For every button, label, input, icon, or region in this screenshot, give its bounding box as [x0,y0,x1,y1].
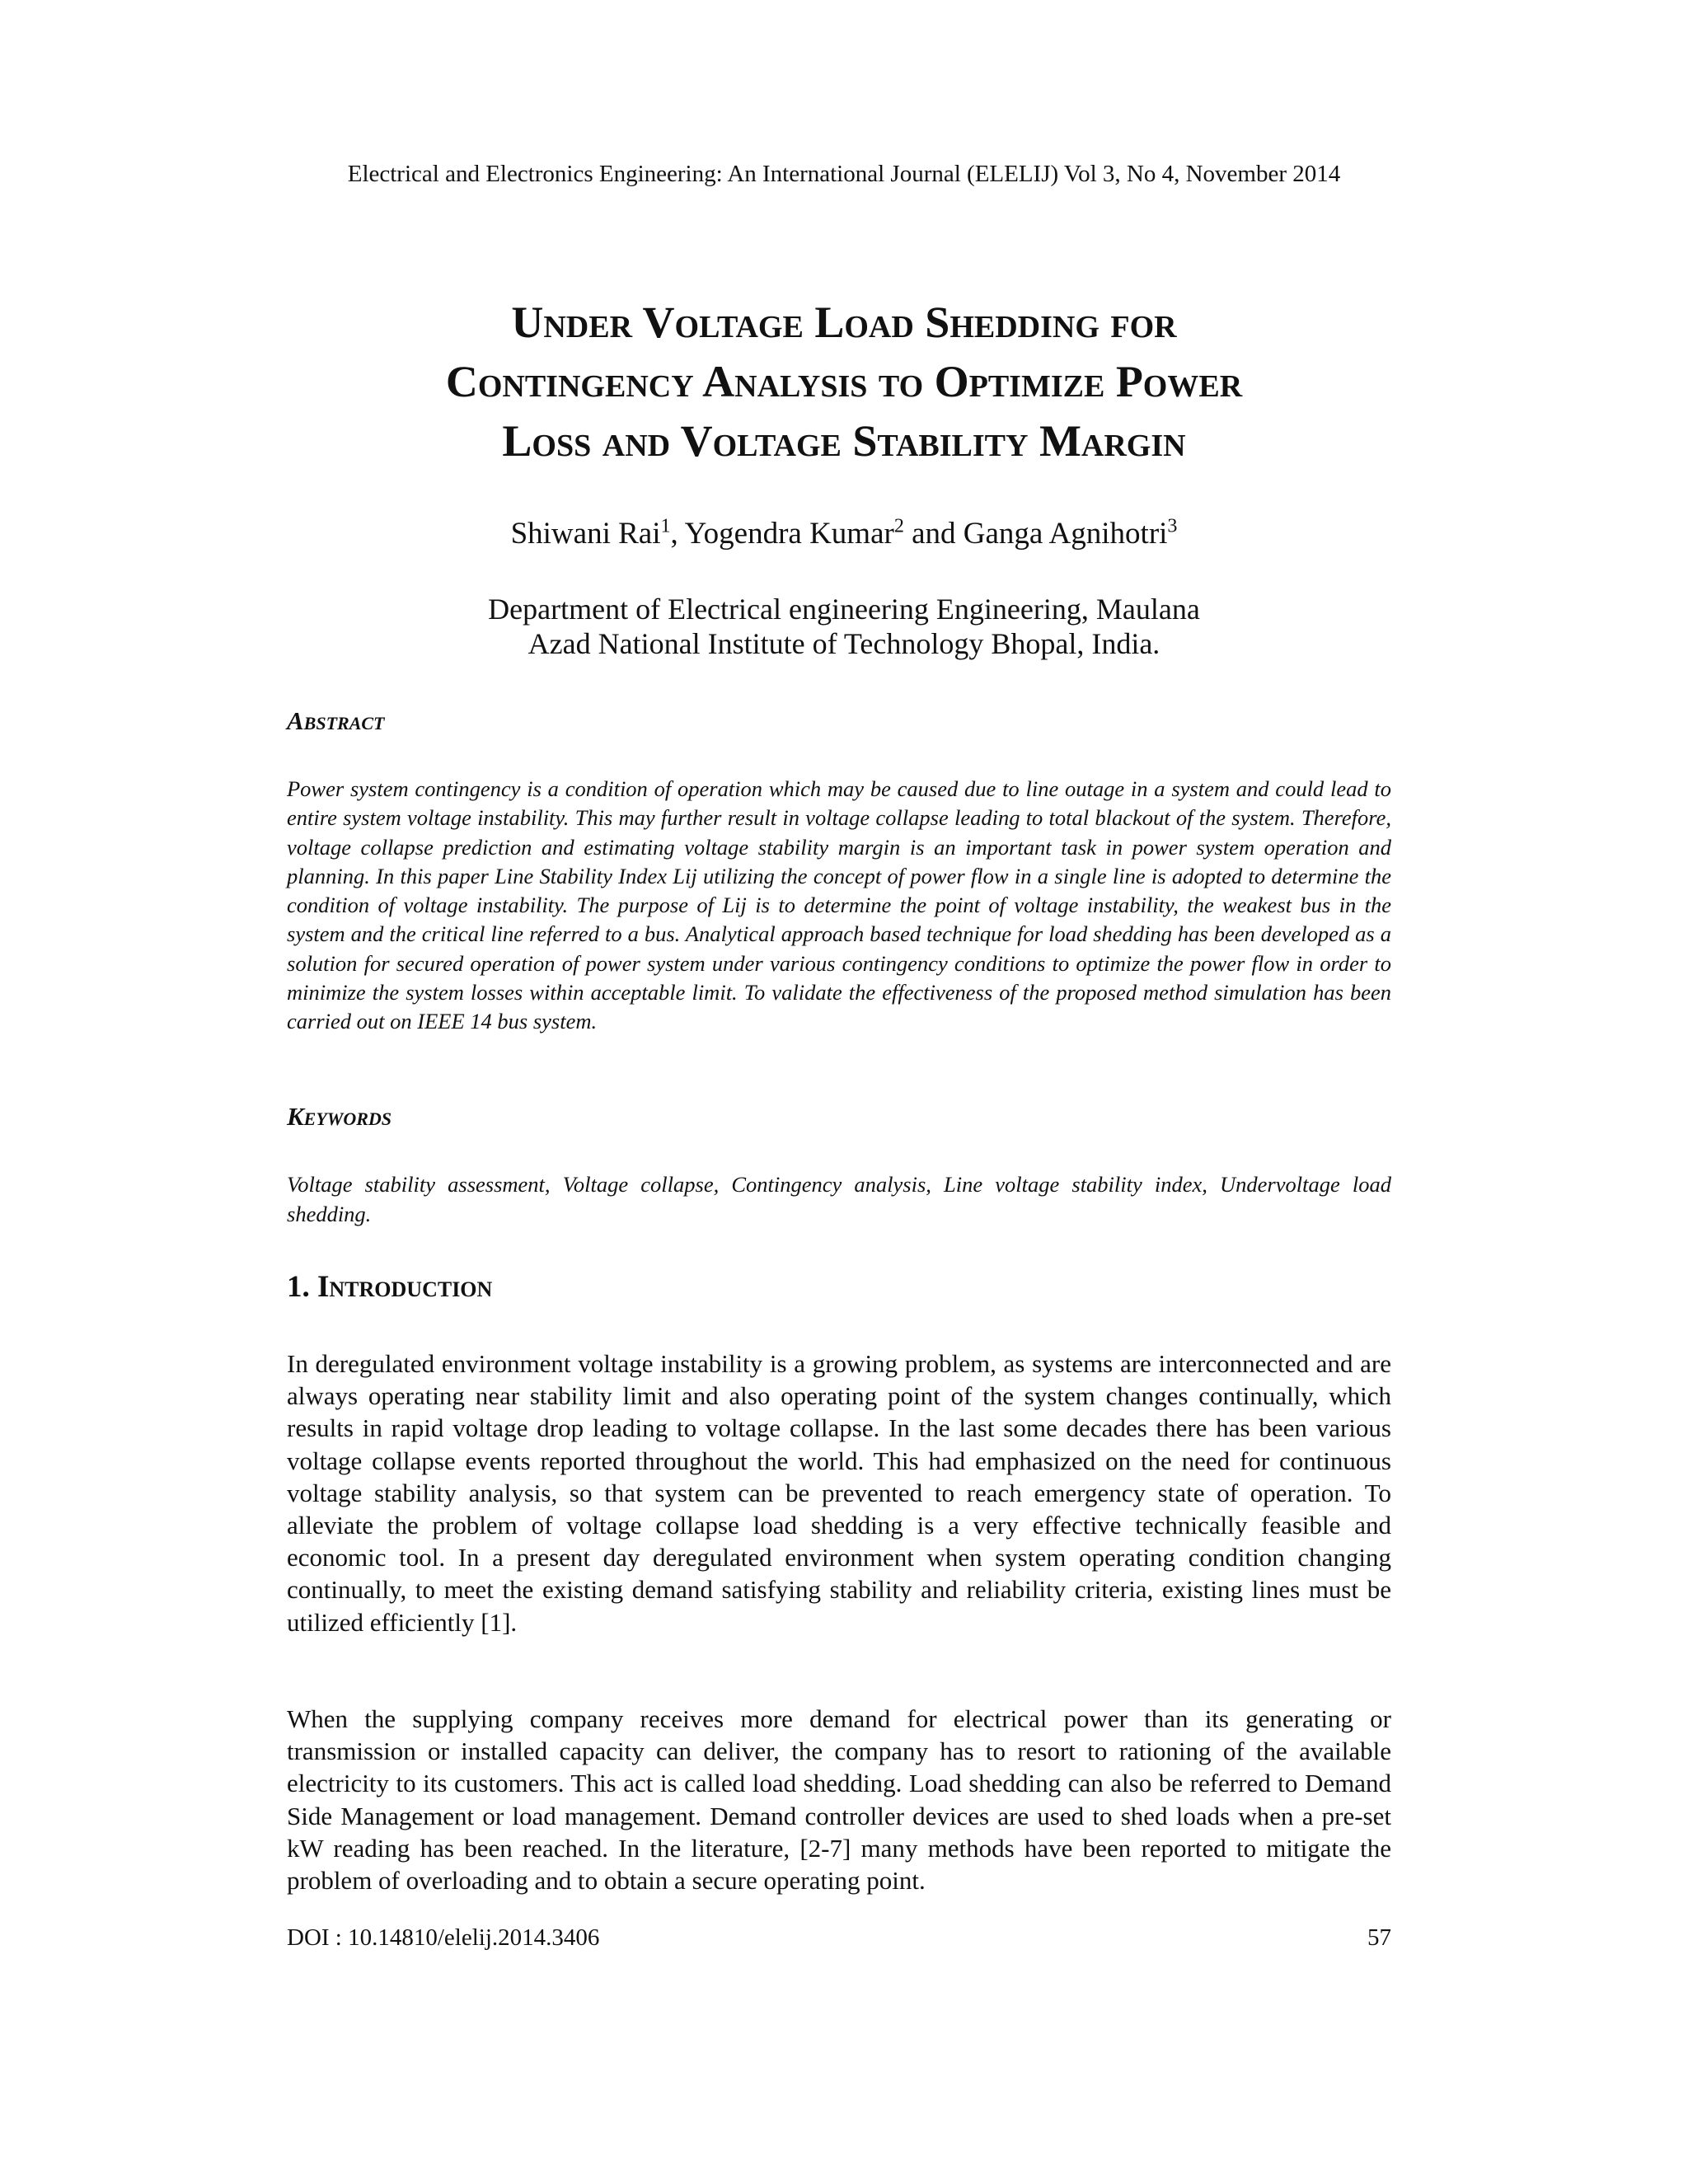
author-2: Yogendra Kumar [684,517,894,551]
affiliation [0,592,1688,661]
introduction-paragraph-1: In deregulated environment voltage instability is a growing problem, as systems are interconnected and are always operating near stability limit and also operating point of the system changes continually, which results in rapid voltage drop leading to voltage collapse. In the last some decades there has been various voltage collapse events reported throughout the world. This had emphasized on the need for continuous voltage stability analysis, so that system can be prevented to reach emergency state of operation. To alleviate the problem of voltage collapse load shedding is a very effective technically feasible and economic tool. In a present day deregulated environment when system operating condition changing continually, to meet the existing demand satisfying stability and reliability criteria, existing lines must be utilized efficiently [1]. [287,1349,1391,1637]
title-line-2: Contingency Analysis to Optimize Power [445,357,1243,406]
author-1-affil: 1 [660,515,671,537]
affiliation-line-1: Department of Electrical engineering Engineering, Maulana [488,593,1200,626]
footer-doi: DOI : 10.14810/elelij.2014.3406 [287,1924,600,1951]
abstract-text: Power system contingency is a condition of operation which may be caused due to line outage in a system and could lead to entire system voltage instability. This may further result in voltage collapse leading to total blackout of the system. Therefore, voltage collapse prediction and estimating voltage stability margin is an important task in power system operation and planning. In this paper Line Stability Index Lij utilizing the concept of power flow in a single line is adopted to determine the condition of voltage instability. The purpose of Lij is to determine the point of voltage instability, the weakest bus in the system and the critical line referred to a bus. Analytical approach based technique for load shedding has been developed as a solution for secured operation of power system under various contingency conditions to optimize the power flow in order to minimize the system losses within acceptable limit. To validate the effectiveness of the proposed method simulation has been carried out on IEEE 14 bus system. [287,776,1391,1034]
author-separator: and [903,517,964,551]
author-separator: , [670,517,685,551]
author-3: Ganga Agnihotri [963,517,1168,551]
author-2-affil: 2 [893,515,904,537]
affiliation-line-2: Azad National Institute of Technology Bhopal, India. [528,627,1160,660]
author-list [0,515,1688,553]
keywords-text: Voltage stability assessment, Voltage collapse, Contingency analysis, Line voltage stability index, Undervoltage load shedding. [287,1172,1391,1226]
title-line-1: Under Voltage Load Shedding for [511,298,1177,347]
keywords-heading: Keywords [287,1102,392,1131]
introduction-paragraph-2: When the supplying company receives more demand for electrical power than its generating or transmission or installed capacity can deliver, the company has to resort to rationing of the available electricity to its customers. This act is called load shedding. Load shedding can also be referred to Demand Side Management or load management. Demand controller devices are used to shed loads when a pre-set kW reading has been reached. In the literature, [2-7] many methods have been reported to mitigate the problem of overloading and to obtain a secure operating point. [287,1704,1391,1896]
journal-header: Electrical and Electronics Engineering: An International Journal (ELELIJ) Vol 3, No 4, November 2014 [347,161,1341,187]
author-3-affil: 3 [1167,515,1178,537]
author-1: Shiwani Rai [510,517,661,551]
introduction-heading: 1. Introduction [287,1270,493,1304]
page-number: 57 [1367,1924,1391,1951]
title-line-3: Loss and Voltage Stability Margin [502,416,1186,466]
abstract-heading: Abstract [287,706,385,735]
paper-title [247,293,1441,471]
